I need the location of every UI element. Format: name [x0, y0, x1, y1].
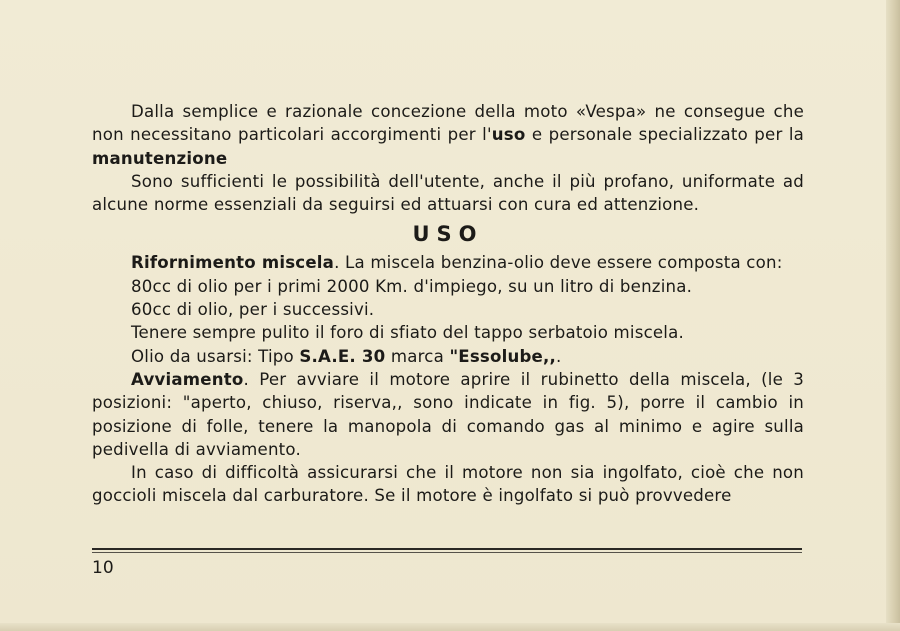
rifornimento-line-1: 80cc di olio per i primi 2000 Km. d'impiego, su un litro di benzina. [131, 276, 693, 296]
avviamento-paragraph-2: In caso di difficoltà assicurarsi che il motore non sia ingolfato, cioè che non goccioli miscela dal carburatore. Se il motore è ingolfato si può provvedere [92, 463, 804, 506]
rifornimento-line-3: Tenere sempre pulito il foro di sfiato del tappo serbatoio miscela. [131, 323, 684, 343]
rifornimento-title: Rifornimento miscela [131, 253, 335, 273]
footer-rule [92, 548, 802, 550]
rifornimento-line-4 [92, 345, 804, 368]
page-number: 10 [92, 558, 114, 578]
section-heading-uso: USO [412, 222, 484, 247]
page-bottom-edge [0, 623, 900, 631]
intro-paragraph-2: Sono sufficienti le possibilità dell'utente, anche il più profano, uniformate ad alcune norme essenziali da seguirsi ed attuarsi con cura ed attenzione. [92, 171, 804, 215]
page-edge [886, 0, 900, 631]
olio-label: Olio da usarsi: Tipo [131, 346, 300, 366]
intro-bold-manutenzione: manutenzione [92, 148, 228, 168]
intro-text-c: e personale specializzato per la [525, 125, 805, 145]
intro-paragraph-1 [92, 100, 804, 170]
intro-bold-uso: uso [491, 125, 526, 145]
olio-marca-label: marca [385, 346, 450, 366]
olio-end: . [556, 346, 562, 366]
olio-marca: "Essolube,, [449, 346, 557, 366]
body-text [92, 100, 804, 508]
olio-tipo: S.A.E. 30 [299, 346, 386, 366]
rifornimento-paragraph [92, 251, 804, 274]
avviamento-text: . Per avviare il motore aprire il rubinetto della miscela, (le 3 posizioni: "aperto, chiuso, riserva,, sono indicate in fig. 5), porre il cambio in posizione di folle, tenere la manopola di comando gas al minimo e agire sulla pedivella di avviamento. [92, 369, 804, 459]
avviamento-paragraph [92, 368, 804, 461]
intro-text-a: Dalla semplice e razionale concezione della moto «Vespa» ne consegue che non necessitano particolari accorgimenti per l' [92, 102, 804, 145]
avviamento-title: Avviamento [131, 369, 244, 389]
rifornimento-line-2: 60cc di olio, per i successivi. [131, 300, 375, 320]
rifornimento-text: . La miscela benzina-olio deve essere composta con: [334, 253, 783, 273]
footer-rule-thin [92, 552, 802, 553]
